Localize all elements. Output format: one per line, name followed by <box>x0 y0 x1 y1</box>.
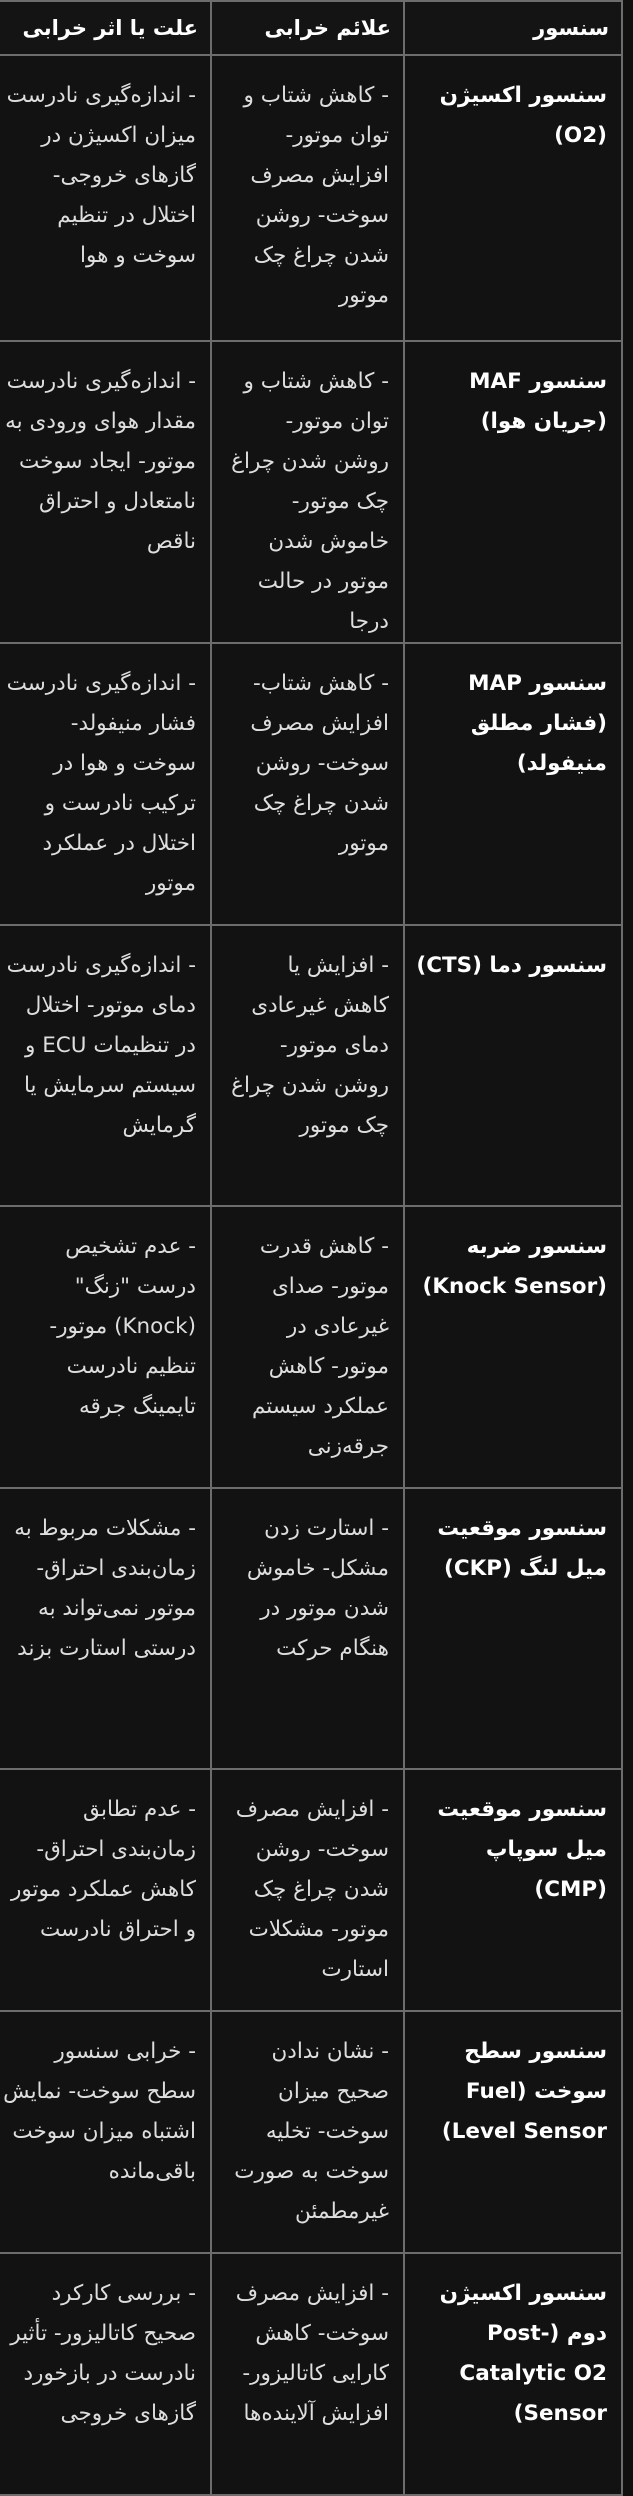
sensor-cell: سنسور اکسیژن (O2) <box>404 55 622 341</box>
cause-cell: - اندازه‌گیری نادرست مقدار هوای ورودی به موتور- ایجاد سوخت نامتعادل و احتراق ناقص <box>0 341 211 643</box>
sensor-cell: سنسور موقعیت میل سوپاپ (CMP) <box>404 1769 622 2011</box>
symptoms-cell: - کاهش شتاب و توان موتور- افزایش مصرف سوخت- روشن شدن چراغ چک موتور <box>211 55 404 341</box>
sensor-cell: سنسور سطح سوخت (Fuel Level Sensor) <box>404 2011 622 2253</box>
cause-cell: - بررسی کارکرد صحیح کاتالیزور- تأثیر نادرست در بازخورد گازهای خروجی <box>0 2253 211 2495</box>
header-sensor: سنسور <box>404 1 622 55</box>
table-row <box>0 1488 622 1769</box>
symptoms-cell: - افزایش مصرف سوخت- روشن شدن چراغ چک موتور- مشکلات استارت <box>211 1769 404 2011</box>
table-row <box>0 2011 622 2253</box>
sensor-cell: سنسور MAP (فشار مطلق منیفولد) <box>404 643 622 925</box>
symptoms-cell: - افزایش مصرف سوخت- کاهش کارایی کاتالیزور- افزایش آلاینده‌ها <box>211 2253 404 2495</box>
cause-cell: - اندازه‌گیری نادرست فشار منیفولد- سوخت و هوا در ترکیب نادرست و اختلال در عملکرد موتور <box>0 643 211 925</box>
header-symptoms: علائم خرابی <box>211 1 404 55</box>
symptoms-cell: - استارت زدن مشکل- خاموش شدن موتور در هنگام حرکت <box>211 1488 404 1769</box>
symptoms-cell: - نشان ندادن صحیح میزان سوخت- تخلیه سوخت به صورت غیرمطمئن <box>211 2011 404 2253</box>
symptoms-cell: - کاهش شتاب- افزایش مصرف سوخت- روشن شدن چراغ چک موتور <box>211 643 404 925</box>
table-row <box>0 1769 622 2011</box>
table-row <box>0 2253 622 2495</box>
table-row <box>0 643 622 925</box>
cause-cell: - اندازه‌گیری نادرست میزان اکسیژن در گازهای خروجی- اختلال در تنظیم سوخت و هوا <box>0 55 211 341</box>
sensor-cell: سنسور دما (CTS) <box>404 925 622 1206</box>
symptoms-cell: - افزایش یا کاهش غیرعادی دمای موتور- روشن شدن چراغ چک موتور <box>211 925 404 1206</box>
table-row <box>0 341 622 643</box>
symptoms-cell: - کاهش شتاب و توان موتور- روشن شدن چراغ چک موتور- خاموش شدن موتور در حالت درجا <box>211 341 404 643</box>
cause-cell: - عدم تطابق زمان‌بندی احتراق- کاهش عملکرد موتور و احتراق نادرست <box>0 1769 211 2011</box>
cause-cell: - مشکلات مربوط به زمان‌بندی احتراق- موتور نمی‌تواند به درستی استارت بزند <box>0 1488 211 1769</box>
table-header-row <box>0 1 622 55</box>
cause-cell: - خرابی سنسور سطح سوخت- نمایش اشتباه میزان سوخت باقی‌مانده <box>0 2011 211 2253</box>
sensor-cell: سنسور ضربه (Knock Sensor) <box>404 1206 622 1488</box>
table-row <box>0 1206 622 1488</box>
cause-cell: - عدم تشخیص درست "زنگ" (Knock) موتور- تنظیم نادرست تایمینگ جرقه <box>0 1206 211 1488</box>
sensor-cell: سنسور MAF (جریان هوا) <box>404 341 622 643</box>
header-cause: علت یا اثر خرابی <box>0 1 211 55</box>
cause-cell: - اندازه‌گیری نادرست دمای موتور- اختلال در تنظیمات ECU و سیستم سرمایش یا گرمایش <box>0 925 211 1206</box>
symptoms-cell: - کاهش قدرت موتور- صدای غیرعادی در موتور- کاهش عملکرد سیستم جرقه‌زنی <box>211 1206 404 1488</box>
table-row <box>0 55 622 341</box>
sensor-cell: سنسور اکسیژن دوم (Post-Catalytic O2 Sensor) <box>404 2253 622 2495</box>
sensor-cell: سنسور موقعیت میل لنگ (CKP) <box>404 1488 622 1769</box>
table-row <box>0 925 622 1206</box>
